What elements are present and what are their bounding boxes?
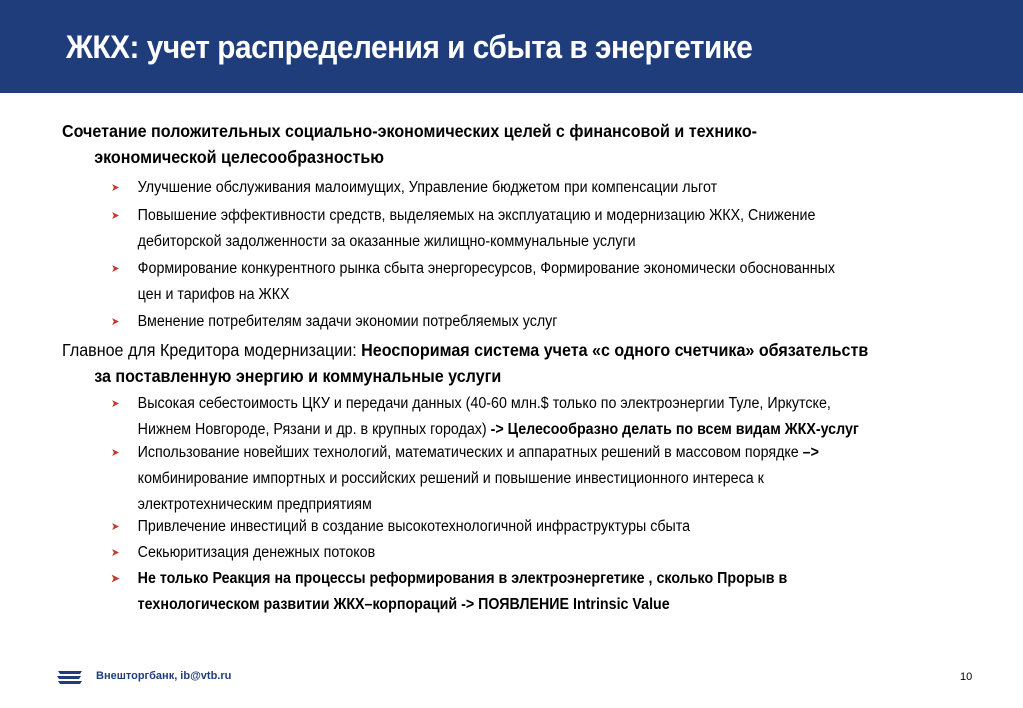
title-bar [0, 0, 1023, 93]
section2-bullet-1 [111, 391, 939, 443]
chevron-right-icon: ➤ [111, 521, 120, 533]
bullet-text-bold: -> Целесообразно делать по всем видам ЖКХ-услуг [490, 421, 859, 438]
section1-bullet-4 [111, 309, 939, 335]
bullet-text: Повышение эффективности средств, выделяемых на эксплуатацию и модернизацию ЖКХ, Снижение [137, 207, 816, 224]
chevron-right-icon: ➤ [111, 573, 120, 585]
page-title: ЖКХ: учет распределения и сбыта в энергетике [66, 29, 753, 65]
section1-heading [62, 118, 918, 170]
footer-org: Внешторгбанк, ib@vtb.ru [96, 670, 232, 682]
section2-heading-bold: Неоспоримая система учета «с одного счетчика» обязательств [361, 340, 869, 360]
chevron-right-icon: ➤ [111, 182, 120, 194]
bullet-text: дебиторской задолженности за оказанные жилищно-коммунальные услуги [137, 233, 636, 250]
chevron-right-icon: ➤ [111, 316, 120, 328]
bullet-text: Высокая себестоимость ЦКУ и передачи данных (40-60 млн.$ только по электроэнергии Туле, Иркутске, [137, 395, 831, 412]
section2-heading [62, 337, 918, 389]
section2-bullet-5 [111, 566, 939, 618]
bullet-text: Улучшение обслуживания малоимущих, Управление бюджетом при компенсации льгот [137, 179, 718, 196]
bullet-text: Вменение потребителям задачи экономии потребляемых услуг [137, 313, 558, 330]
chevron-right-icon: ➤ [111, 447, 120, 459]
bullet-text: Не только Реакция на процессы реформирования в электроэнергетике , сколько Прорыв в [137, 570, 788, 587]
chevron-right-icon: ➤ [111, 398, 120, 410]
bullet-text: электротехническим предприятиям [137, 496, 372, 513]
bullet-text [111, 440, 939, 466]
section2-heading-prefix: Главное для Кредитора модернизации: [62, 340, 362, 360]
section1-bullet-3 [111, 256, 939, 308]
bullet-text-bold: –> [802, 444, 819, 461]
bullet-text: технологическом развитии ЖКХ–корпораций -> ПОЯВЛЕНИЕ Intrinsic Value [137, 596, 670, 613]
bullet-text: Привлечение инвестиций в создание высокотехнологичной инфраструктуры сбыта [137, 518, 691, 535]
section2-bullet-3 [111, 514, 939, 540]
bullet-text: цен и тарифов на ЖКХ [137, 286, 290, 303]
section2-bullet-4 [111, 540, 939, 566]
section2-bullet-2 [111, 440, 939, 518]
bullet-text: комбинирование импортных и российских решений и повышение инвестиционного интереса к [137, 470, 764, 487]
bullet-text-normal: Использование новейших технологий, математических и аппаратных решений в массовом порядке [137, 444, 803, 461]
page-number: 10 [960, 671, 973, 683]
chevron-right-icon: ➤ [111, 547, 120, 559]
section1-bullet-1 [111, 175, 939, 201]
section1-heading-line1: Сочетание положительных социально-экономических целей с финансовой и технико- [62, 121, 758, 141]
section1-heading-line2: экономической целесообразностью [94, 147, 385, 167]
chevron-right-icon: ➤ [111, 263, 120, 275]
section1-bullet-2 [111, 203, 939, 255]
section2-heading-line2: за поставленную энергию и коммунальные услуги [94, 366, 502, 386]
bullet-text: Секьюритизация денежных потоков [137, 544, 376, 561]
bullet-text: Формирование конкурентного рынка сбыта энергоресурсов, Формирование экономически обоснованных [137, 260, 835, 277]
chevron-right-icon: ➤ [111, 210, 120, 222]
vtb-logo-icon [56, 667, 84, 687]
bullet-text-normal: Нижнем Новгороде, Рязани и др. в крупных городах) [137, 421, 491, 438]
